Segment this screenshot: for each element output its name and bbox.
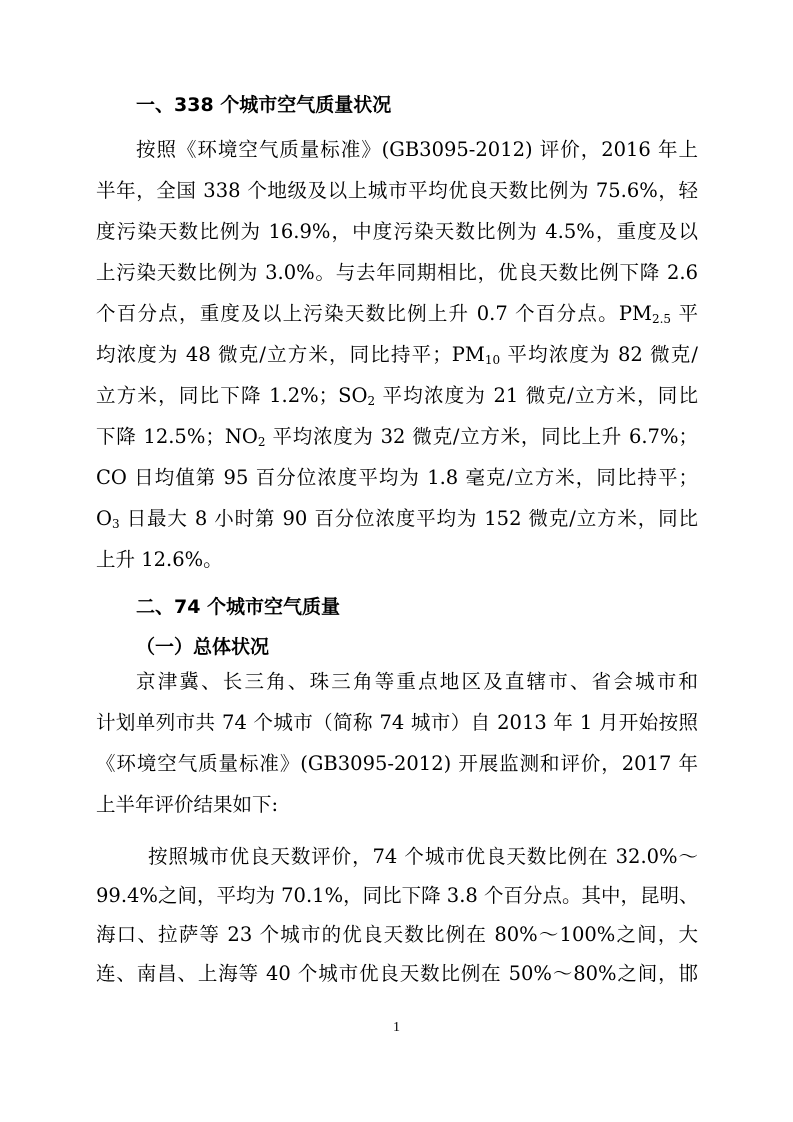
text-line <box>96 961 698 987</box>
text-run: O <box>96 507 112 530</box>
text-run: 上污染天数比例为 3.0%。与去年同期相比，优良天数比例下降 2.6 <box>96 261 698 284</box>
text-line <box>96 178 698 204</box>
text-line <box>136 669 698 695</box>
text-line <box>96 547 698 573</box>
text-run: 按照《环境空气质量标准》(GB3095-2012) 评价，2016 年上 <box>136 138 698 161</box>
text-line <box>96 465 698 491</box>
section-heading-338-cities: 一、338 个城市空气质量状况 <box>136 94 392 116</box>
text-line <box>96 301 698 327</box>
text-run: 计划单列市共 74 个城市（简称 74 城市）自 2013 年 1 月开始按照 <box>96 711 698 734</box>
text-line <box>96 792 698 818</box>
text-line <box>96 424 698 450</box>
subscript: 10 <box>484 353 501 367</box>
text-line <box>96 260 698 286</box>
text-run: 均浓度为 48 微克/立方米，同比持平；PM <box>96 343 485 366</box>
text-run: 平 <box>671 302 698 325</box>
subscript: 2.5 <box>651 312 672 326</box>
text-line <box>96 751 698 777</box>
subscript: 2 <box>257 435 266 449</box>
text-run: 99.4%之间，平均为 70.1%，同比下降 3.8 个百分点。其中，昆明、 <box>96 884 699 907</box>
text-line <box>136 137 698 163</box>
subscript: 2 <box>367 394 376 408</box>
text-line <box>96 383 698 409</box>
text-run: 平均浓度为 82 微克/ <box>500 343 699 366</box>
text-run: 连、南昌、上海等 40 个城市优良天数比例在 50%～80%之间，邯 <box>96 962 698 985</box>
text-run: 《环境空气质量标准》(GB3095-2012) 开展监测和评价，2017 年 <box>96 752 698 775</box>
text-line <box>96 922 698 948</box>
text-run: 按照城市优良天数评价，74 个城市优良天数比例在 32.0%～ <box>148 845 698 868</box>
text-run: 平均浓度为 32 微克/立方米，同比上升 6.7%； <box>265 425 698 448</box>
text-line <box>96 219 698 245</box>
text-line <box>96 883 698 909</box>
text-line <box>148 844 698 870</box>
text-run: 个百分点，重度及以上污染天数比例上升 0.7 个百分点。PM <box>96 302 652 325</box>
text-run: 上半年评价结果如下: <box>96 793 279 816</box>
text-line <box>96 710 698 736</box>
text-run: 海口、拉萨等 23 个城市的优良天数比例在 80%～100%之间，大 <box>96 923 698 946</box>
text-run: 下降 12.5%；NO <box>96 425 258 448</box>
text-line <box>96 342 698 368</box>
text-run: 平均浓度为 21 微克/立方米，同比 <box>375 384 698 407</box>
text-run: 半年，全国 338 个地级及以上城市平均优良天数比例为 75.6%，轻 <box>96 179 698 202</box>
text-run: 京津冀、长三角、珠三角等重点地区及直辖市、省会城市和 <box>136 670 698 693</box>
text-run: 度污染天数比例为 16.9%，中度污染天数比例为 4.5%，重度及以 <box>96 220 698 243</box>
section-heading-74-cities: 二、74 个城市空气质量 <box>136 596 341 618</box>
text-line <box>96 506 698 532</box>
page-number: 1 <box>393 1020 400 1035</box>
text-run: 立方米，同比下降 1.2%；SO <box>96 384 368 407</box>
text-run: CO 日均值第 95 百分位浓度平均为 1.8 毫克/立方米，同比持平； <box>96 466 698 489</box>
subsection-heading-overview: （一）总体状况 <box>136 636 270 658</box>
text-run: 日最大 8 小时第 90 百分位浓度平均为 152 微克/立方米，同比 <box>119 507 698 530</box>
subscript: 3 <box>112 517 120 531</box>
text-run: 上升 12.6%。 <box>96 548 223 571</box>
